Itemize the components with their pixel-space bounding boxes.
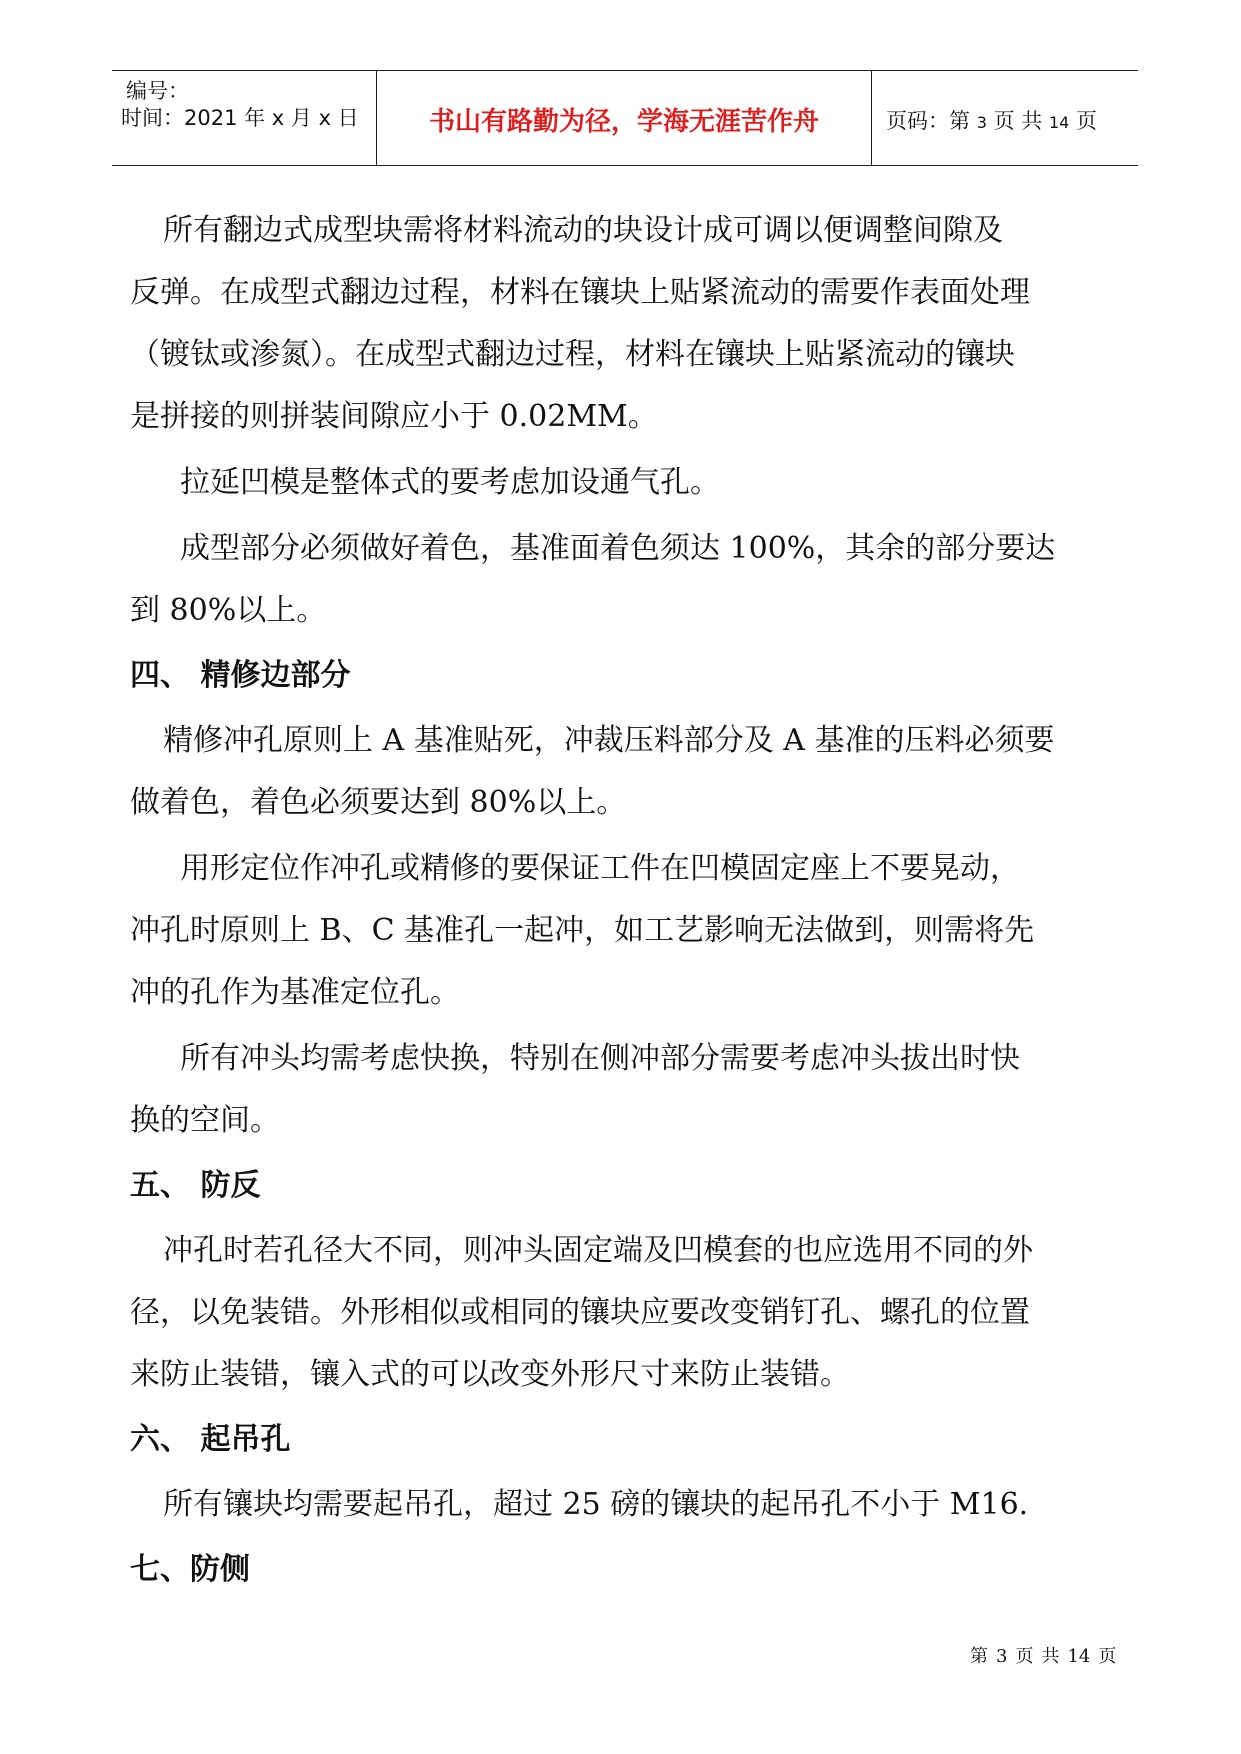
body-line: 冲孔时原则上 B、C 基准孔一起冲，如工艺影响无法做到，则需将先 bbox=[130, 913, 1035, 948]
header-page-number bbox=[886, 105, 1097, 135]
body-line: 所有翻边式成型块需将材料流动的块设计成可调以便调整间隙及 bbox=[163, 213, 1003, 248]
body-line: 冲的孔作为基准定位孔。 bbox=[130, 975, 460, 1010]
page-prefix: 页码：第 bbox=[886, 109, 970, 133]
body-line: 换的空间。 bbox=[130, 1103, 280, 1138]
body-line: 冲孔时若孔径大不同，则冲头固定端及凹模套的也应选用不同的外 bbox=[163, 1233, 1033, 1268]
page-mid: 页 共 bbox=[993, 109, 1043, 133]
section-heading: 五、 防反 bbox=[130, 1168, 261, 1203]
section-heading: 七、防侧 bbox=[130, 1552, 250, 1587]
body-line: 用形定位作冲孔或精修的要保证工件在凹模固定座上不要晃动， bbox=[180, 851, 1020, 886]
document-time-label: 时间：2021 年 x 月 x 日 bbox=[121, 106, 359, 130]
page-footer bbox=[970, 1642, 1124, 1668]
footer-current: 3 bbox=[996, 1646, 1008, 1667]
body-line: 是拼接的则拼装间隙应小于 0.02MM。 bbox=[130, 399, 658, 434]
body-line: 到 80%以上。 bbox=[130, 593, 327, 628]
footer-total: 14 bbox=[1067, 1646, 1091, 1667]
page-suffix: 页 bbox=[1075, 109, 1097, 133]
body-line: 所有镶块均需要起吊孔，超过 25 磅的镶块的起吊孔不小于 M16. bbox=[163, 1487, 1029, 1522]
body-line: 所有冲头均需考虑快换，特别在侧冲部分需要考虑冲头拔出时快 bbox=[180, 1041, 1020, 1076]
body-line: （镀钛或渗氮）。在成型式翻边过程，材料在镶块上贴紧流动的镶块 bbox=[130, 337, 1015, 372]
footer-suffix: 页 bbox=[1098, 1646, 1117, 1667]
body-line: 精修冲孔原则上 A 基准贴死，冲裁压料部分及 A 基准的压料必须要 bbox=[163, 723, 1055, 758]
body-line: 做着色，着色必须要达到 80%以上。 bbox=[130, 785, 627, 820]
header-motto-cell bbox=[376, 71, 872, 165]
section-heading: 六、 起吊孔 bbox=[130, 1422, 291, 1457]
document-number-label: 编号： bbox=[126, 79, 189, 103]
page-total: 14 bbox=[1048, 113, 1070, 132]
page-current: 3 bbox=[976, 113, 987, 132]
footer-mid: 页 bbox=[1015, 1646, 1034, 1667]
page-header bbox=[112, 70, 1138, 166]
footer-prefix: 第 bbox=[970, 1646, 988, 1667]
header-page-cell bbox=[872, 71, 1138, 165]
body-line: 来防止装错，镶入式的可以改变外形尺寸来防止装错。 bbox=[130, 1357, 850, 1392]
footer-total-label: 共 bbox=[1041, 1646, 1060, 1667]
body-line: 成型部分必须做好着色，基准面着色须达 100%，其余的部分要达 bbox=[180, 531, 1056, 566]
body-line: 反弹。在成型式翻边过程，材料在镶块上贴紧流动的需要作表面处理 bbox=[130, 275, 1030, 310]
motto-text: 书山有路勤为径，学海无涯苦作舟 bbox=[428, 107, 819, 137]
body-line: 拉延凹模是整体式的要考虑加设通气孔。 bbox=[180, 465, 720, 500]
body-line: 径，以免装错。外形相似或相同的镶块应要改变销钉孔、螺孔的位置 bbox=[130, 1295, 1030, 1330]
header-info-cell bbox=[112, 71, 376, 165]
section-heading: 四、 精修边部分 bbox=[130, 658, 351, 693]
